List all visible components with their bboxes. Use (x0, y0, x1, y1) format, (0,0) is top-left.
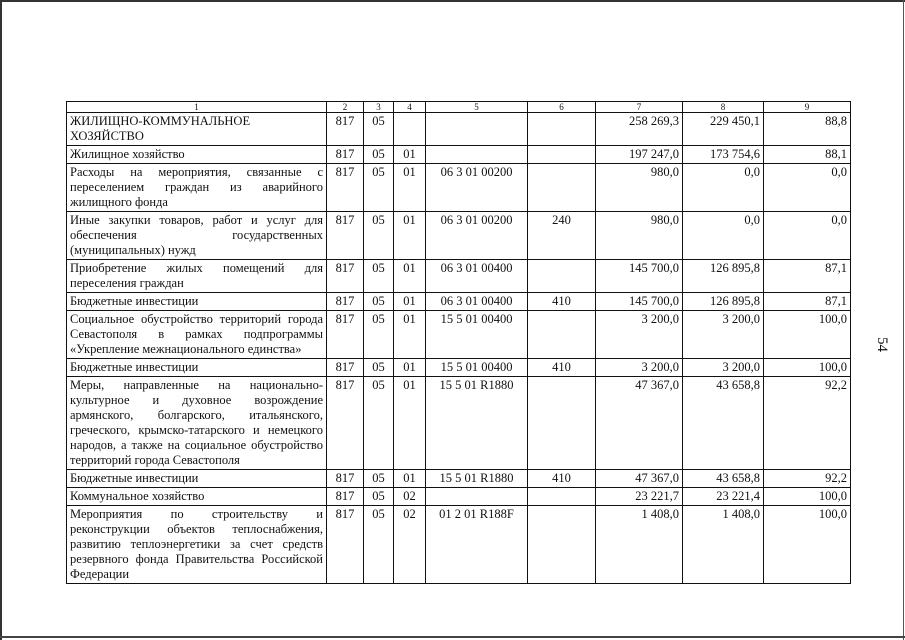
cell-percent: 100,0 (764, 311, 851, 359)
cell-subsection: 01 (394, 293, 426, 311)
cell-subsection: 02 (394, 506, 426, 584)
cell-ministry-code: 817 (327, 293, 364, 311)
column-header: 9 (764, 102, 851, 113)
cell-percent: 0,0 (764, 212, 851, 260)
cell-target-code (426, 146, 528, 164)
row-name: Бюджетные инвестиции (67, 470, 327, 488)
cell-executed: 3 200,0 (683, 359, 764, 377)
cell-planned: 258 269,3 (596, 113, 683, 146)
budget-table (66, 101, 851, 584)
scan-border-right (903, 0, 904, 640)
cell-subsection (394, 113, 426, 146)
cell-ministry-code: 817 (327, 164, 364, 212)
cell-executed: 126 895,8 (683, 293, 764, 311)
cell-executed: 173 754,6 (683, 146, 764, 164)
cell-ministry-code: 817 (327, 488, 364, 506)
cell-target-code (426, 113, 528, 146)
cell-expense-type: 410 (528, 359, 596, 377)
cell-percent: 92,2 (764, 470, 851, 488)
cell-percent: 88,1 (764, 146, 851, 164)
cell-expense-type (528, 260, 596, 293)
table-row (67, 260, 851, 293)
cell-executed: 0,0 (683, 164, 764, 212)
cell-percent: 88,8 (764, 113, 851, 146)
cell-target-code (426, 488, 528, 506)
cell-planned: 3 200,0 (596, 311, 683, 359)
cell-section: 05 (364, 146, 394, 164)
cell-expense-type (528, 164, 596, 212)
cell-expense-type (528, 488, 596, 506)
cell-expense-type (528, 311, 596, 359)
row-name: Расходы на мероприятия, связанные с переселением граждан из аварийного жилищного фонда (67, 164, 327, 212)
table-row (67, 146, 851, 164)
table-row (67, 212, 851, 260)
cell-expense-type: 240 (528, 212, 596, 260)
cell-percent: 100,0 (764, 359, 851, 377)
table-row (67, 164, 851, 212)
column-header: 4 (394, 102, 426, 113)
cell-target-code: 06 3 01 00400 (426, 260, 528, 293)
cell-ministry-code: 817 (327, 470, 364, 488)
table-row (67, 359, 851, 377)
cell-section: 05 (364, 359, 394, 377)
table-row (67, 293, 851, 311)
scan-border-top (0, 0, 905, 2)
cell-target-code: 06 3 01 00200 (426, 212, 528, 260)
row-name: Приобретение жилых помещений для переселения граждан (67, 260, 327, 293)
row-name: Социальное обустройство территорий города Севастополя в рамках подпрограммы «Укрепление межнационального единства» (67, 311, 327, 359)
row-name: Мероприятия по строительству и реконструкции объектов теплоснабжения, развитию теплоэнергетики за счет средств резервного фонда Правительства Российской Федерации (67, 506, 327, 584)
cell-planned: 47 367,0 (596, 377, 683, 470)
column-header: 1 (67, 102, 327, 113)
row-name: Меры, направленные на национально-культурное и духовное возрождение армянского, болгарского, итальянского, греческого, крымско-татарского и немецкого народов, а также на социальное обустройство территорий города Севастополя (67, 377, 327, 470)
row-name: Бюджетные инвестиции (67, 293, 327, 311)
cell-subsection: 01 (394, 359, 426, 377)
cell-section: 05 (364, 293, 394, 311)
cell-ministry-code: 817 (327, 377, 364, 470)
cell-subsection: 01 (394, 311, 426, 359)
cell-section: 05 (364, 377, 394, 470)
cell-expense-type: 410 (528, 470, 596, 488)
cell-percent: 0,0 (764, 164, 851, 212)
table-row (67, 488, 851, 506)
cell-planned: 145 700,0 (596, 293, 683, 311)
cell-subsection: 01 (394, 212, 426, 260)
cell-expense-type (528, 377, 596, 470)
cell-executed: 43 658,8 (683, 470, 764, 488)
cell-section: 05 (364, 311, 394, 359)
cell-ministry-code: 817 (327, 311, 364, 359)
cell-ministry-code: 817 (327, 359, 364, 377)
scan-border-bottom (0, 636, 905, 638)
cell-section: 05 (364, 164, 394, 212)
cell-executed: 3 200,0 (683, 311, 764, 359)
column-header: 8 (683, 102, 764, 113)
table-row (67, 377, 851, 470)
cell-planned: 980,0 (596, 164, 683, 212)
cell-planned: 23 221,7 (596, 488, 683, 506)
cell-percent: 87,1 (764, 293, 851, 311)
table-row (67, 506, 851, 584)
cell-subsection: 01 (394, 377, 426, 470)
table-row (67, 470, 851, 488)
cell-ministry-code: 817 (327, 506, 364, 584)
cell-target-code: 06 3 01 00400 (426, 293, 528, 311)
cell-section: 05 (364, 113, 394, 146)
row-name: Иные закупки товаров, работ и услуг для обеспечения государственных (муниципальных) нужд (67, 212, 327, 260)
cell-expense-type (528, 113, 596, 146)
column-number-row (67, 102, 851, 113)
cell-percent: 87,1 (764, 260, 851, 293)
cell-percent: 92,2 (764, 377, 851, 470)
column-header: 6 (528, 102, 596, 113)
cell-planned: 980,0 (596, 212, 683, 260)
cell-section: 05 (364, 506, 394, 584)
cell-percent: 100,0 (764, 488, 851, 506)
cell-planned: 47 367,0 (596, 470, 683, 488)
cell-executed: 126 895,8 (683, 260, 764, 293)
page-number: 54 (874, 337, 890, 352)
row-name: Коммунальное хозяйство (67, 488, 327, 506)
cell-section: 05 (364, 488, 394, 506)
cell-expense-type (528, 146, 596, 164)
cell-executed: 43 658,8 (683, 377, 764, 470)
cell-planned: 3 200,0 (596, 359, 683, 377)
cell-executed: 23 221,4 (683, 488, 764, 506)
cell-expense-type: 410 (528, 293, 596, 311)
cell-section: 05 (364, 470, 394, 488)
column-header: 5 (426, 102, 528, 113)
row-name: Жилищное хозяйство (67, 146, 327, 164)
cell-expense-type (528, 506, 596, 584)
cell-target-code: 15 5 01 R1880 (426, 470, 528, 488)
row-name: Бюджетные инвестиции (67, 359, 327, 377)
cell-subsection: 01 (394, 260, 426, 293)
row-name: ЖИЛИЩНО-КОММУНАЛЬНОЕ ХОЗЯЙСТВО (67, 113, 327, 146)
scan-border-left (0, 0, 2, 640)
cell-section: 05 (364, 212, 394, 260)
cell-target-code: 15 5 01 00400 (426, 359, 528, 377)
table-row (67, 311, 851, 359)
cell-ministry-code: 817 (327, 146, 364, 164)
cell-subsection: 01 (394, 470, 426, 488)
cell-ministry-code: 817 (327, 260, 364, 293)
cell-subsection: 02 (394, 488, 426, 506)
cell-ministry-code: 817 (327, 113, 364, 146)
cell-executed: 1 408,0 (683, 506, 764, 584)
cell-target-code: 15 5 01 00400 (426, 311, 528, 359)
cell-target-code: 15 5 01 R1880 (426, 377, 528, 470)
cell-planned: 197 247,0 (596, 146, 683, 164)
column-header: 2 (327, 102, 364, 113)
column-header: 3 (364, 102, 394, 113)
column-header: 7 (596, 102, 683, 113)
cell-planned: 145 700,0 (596, 260, 683, 293)
table-row (67, 113, 851, 146)
cell-percent: 100,0 (764, 506, 851, 584)
cell-target-code: 06 3 01 00200 (426, 164, 528, 212)
cell-target-code: 01 2 01 R188F (426, 506, 528, 584)
cell-executed: 229 450,1 (683, 113, 764, 146)
cell-ministry-code: 817 (327, 212, 364, 260)
cell-subsection: 01 (394, 164, 426, 212)
cell-subsection: 01 (394, 146, 426, 164)
cell-planned: 1 408,0 (596, 506, 683, 584)
cell-section: 05 (364, 260, 394, 293)
cell-executed: 0,0 (683, 212, 764, 260)
